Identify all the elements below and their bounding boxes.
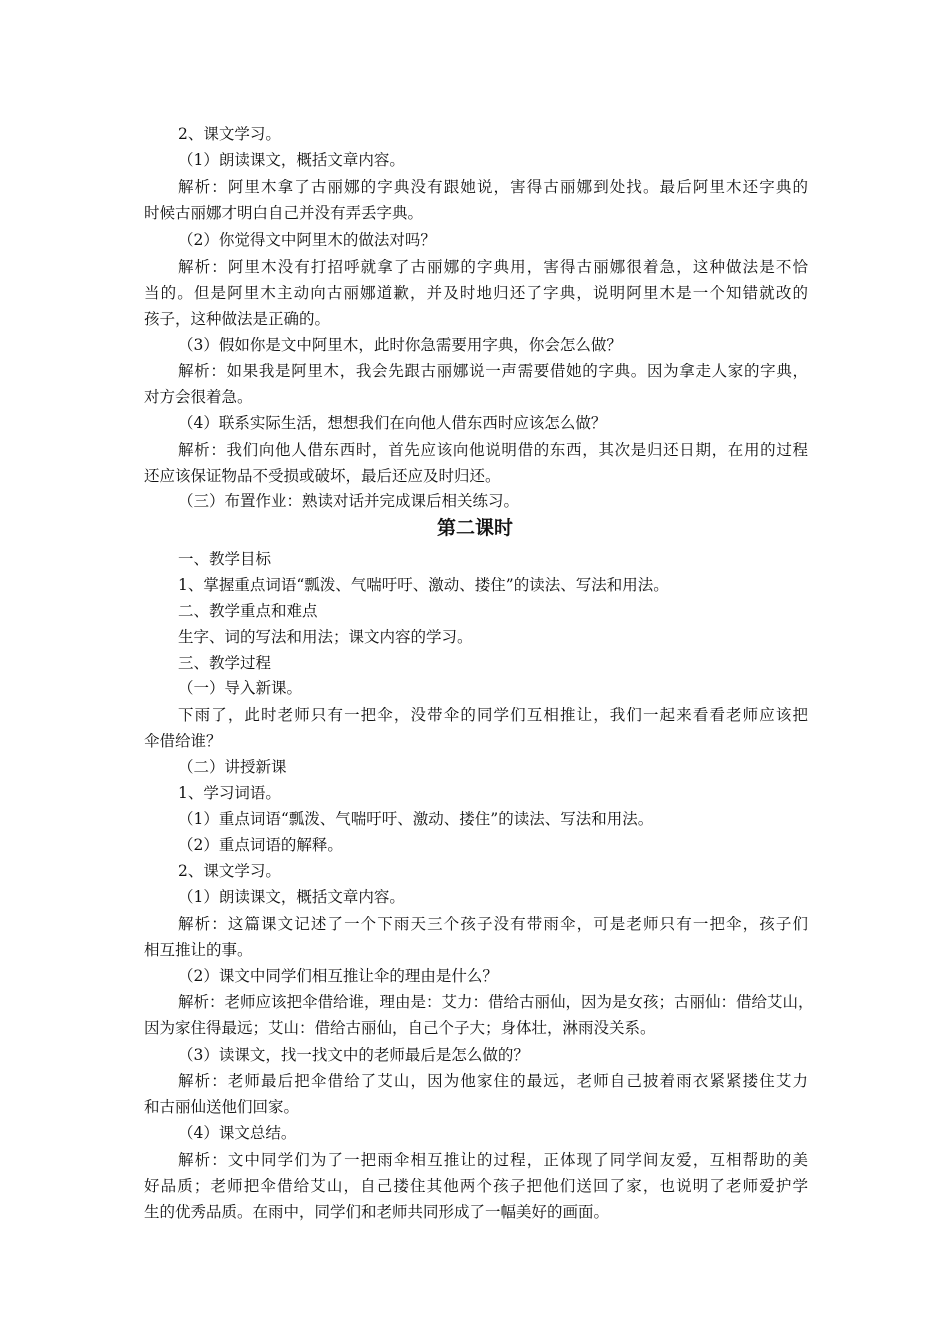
paragraph-line: 伞借给谁？ (144, 732, 222, 750)
paragraph-line: 生字、词的写法和用法；课文内容的学习。 (178, 628, 473, 646)
section-heading: 三、教学过程 (178, 654, 272, 672)
section-heading: 2、课文学习。 (178, 125, 281, 143)
section-heading: 二、教学重点和难点 (178, 602, 318, 620)
paragraph-line: 好品质；老师把伞借给艾山，自己搂住其他两个孩子把他们送回了家，也说明了老师爱护学 (144, 1177, 808, 1195)
paragraph-line: 解析：阿里木没有打招呼就拿了古丽娜的字典用，害得古丽娜很着急，这种做法是不恰 (178, 258, 808, 276)
question-line: （3）读课文，找一找文中的老师最后是怎么做的？ (178, 1046, 529, 1064)
section-heading: 2、课文学习。 (178, 862, 281, 880)
question-line: （4）联系实际生活，想想我们在向他人借东西时应该怎么做？ (178, 414, 607, 432)
section-heading: 1、学习词语。 (178, 784, 281, 802)
paragraph-line: 相互推让的事。 (144, 941, 253, 959)
sub-heading: （1）朗读课文，概括文章内容。 (178, 888, 405, 906)
sub-heading: （4）课文总结。 (178, 1124, 297, 1142)
sub-heading: （1）朗读课文，概括文章内容。 (178, 151, 405, 169)
section-heading: 一、教学目标 (178, 550, 272, 568)
paragraph-line: 对方会很着急。 (144, 388, 253, 406)
paragraph-line: 生的优秀品质。在雨中，同学们和老师共同形成了一幅美好的画面。 (144, 1203, 610, 1221)
paragraph-line: 时候古丽娜才明白自己并没有弄丢字典。 (144, 204, 424, 222)
paragraph-line: 解析：如果我是阿里木，我会先跟古丽娜说一声需要借她的字典。因为拿走人家的字典， (178, 362, 808, 380)
paragraph-line: 和古丽仙送他们回家。 (144, 1098, 300, 1116)
paragraph-line: （1）重点词语“瓢泼、气喘吁吁、激动、搂住”的读法、写法和用法。 (178, 810, 654, 828)
paragraph-line: 1、掌握重点词语“瓢泼、气喘吁吁、激动、搂住”的读法、写法和用法。 (178, 576, 669, 594)
section-title: 第二课时 (436, 517, 513, 539)
paragraph-line: 解析：阿里木拿了古丽娜的字典没有跟她说，害得古丽娜到处找。最后阿里木还字典的 (178, 178, 808, 196)
paragraph-line: 因为家住得最远；艾山：借给古丽仙，自己个子大；身体壮，淋雨没关系。 (144, 1019, 656, 1037)
paragraph-line: 当的。但是阿里木主动向古丽娜道歉，并及时地归还了字典，说明阿里木是一个知错就改的 (144, 284, 808, 302)
paragraph-line: 还应该保证物品不受损或破坏，最后还应及时归还。 (144, 467, 501, 485)
paragraph-line: 孩子，这种做法是正确的。 (144, 310, 331, 328)
paragraph-line: 解析：老师应该把伞借给谁，理由是：艾力：借给古丽仙，因为是女孩；古丽仙：借给艾山， (178, 993, 814, 1011)
paragraph-line: 下雨了，此时老师只有一把伞，没带伞的同学们互相推让，我们一起来看看老师应该把 (178, 706, 808, 724)
paragraph-line: 解析：文中同学们为了一把雨伞相互推让的过程，正体现了同学间友爱，互相帮助的美 (178, 1151, 808, 1169)
paragraph-line: 解析：我们向他人借东西时，首先应该向他说明借的东西，其次是归还日期，在用的过程 (178, 441, 808, 459)
question-line: （3）假如你是文中阿里木，此时你急需要用字典，你会怎么做？ (178, 336, 622, 354)
paragraph-line: 解析：老师最后把伞借给了艾山，因为他家住的最远，老师自己披着雨衣紧紧搂住艾力 (178, 1072, 808, 1090)
sub-heading: （二）讲授新课 (178, 758, 287, 776)
paragraph-line: 解析：这篇课文记述了一个下雨天三个孩子没有带雨伞，可是老师只有一把伞，孩子们 (178, 915, 808, 933)
question-line: （2）你觉得文中阿里木的做法对吗？ (178, 231, 436, 249)
homework-line: （三）布置作业：熟读对话并完成课后相关练习。 (178, 492, 520, 510)
question-line: （2）课文中同学们相互推让伞的理由是什么？ (178, 967, 498, 985)
sub-heading: （一）导入新课。 (178, 679, 303, 697)
paragraph-line: （2）重点词语的解释。 (178, 836, 343, 854)
